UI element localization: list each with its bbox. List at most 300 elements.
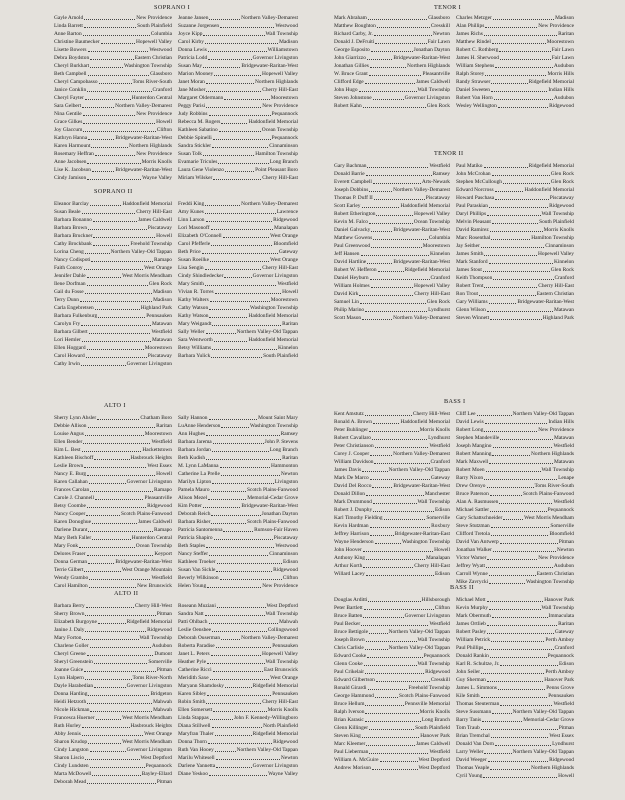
school-name: Morris Knolls [141,159,172,165]
school-name: Piscataway [425,195,450,201]
singer-name: Matthew Gowens [334,235,373,241]
school-name: Pennsauken [272,643,298,649]
roster-entry [334,258,450,266]
singer-name: Paul Lieberman [334,749,369,755]
school-name: Morris Knolls [267,707,298,713]
singer-name: Diane Yeskoo [178,771,208,777]
roster-entry [54,682,172,690]
singer-name: Linda Barrett [54,23,83,29]
singer-name: Faith Conroy [54,265,83,271]
singer-name: Diana Stillwell [178,723,211,729]
leader-dots [492,223,538,224]
singer-name: George Hammond [334,693,374,699]
roster-entry [178,280,298,288]
school-name: Fair Lawn [551,55,574,61]
school-name: Long Branch [269,447,298,453]
school-name: Ramsey [432,171,450,177]
singer-name: Kile Smith [456,693,480,699]
roster-entry [178,574,298,582]
singer-name: Donna Lewis [178,47,207,53]
school-name: Pennsauken [272,691,298,697]
school-name: Governor Livingston [126,479,172,485]
roster-entry [178,690,298,698]
leader-dots [490,319,542,320]
school-name: Indian Hills [548,419,574,425]
school-name: West Orange [270,675,298,681]
singer-name: Kevin Murphy [456,605,488,611]
roster-entry [54,126,172,134]
roster-entry [178,14,298,22]
leader-dots [364,665,417,666]
singer-name: Sharon Liscio [54,755,85,761]
roster-entry [334,22,450,30]
roster-entry [334,78,450,86]
roster-entry [456,546,574,554]
leader-dots [214,341,248,342]
singer-name: Evamarie Tricules [178,159,218,165]
leader-dots [87,703,152,704]
section-title: ALTO II [114,590,139,597]
school-name: Audubon [553,563,574,569]
singer-name: Sara Wentworth [178,337,213,343]
leader-dots [225,687,252,688]
school-name: Hasbrouck Heights [130,723,172,729]
leader-dots [95,499,143,500]
school-name: Cranford [430,459,450,465]
roster-entry [54,142,172,150]
leader-dots [90,205,122,206]
singer-name: Heather Pyle [178,659,206,665]
singer-name: Cathy Brockbank [54,241,92,247]
leader-dots [221,427,249,428]
school-name: Northern Valley-Demarest [393,451,450,457]
roster-entry [334,202,450,210]
leader-dots [371,247,422,248]
singer-name: Paul Crikelair [334,669,365,675]
singer-name: Guy Sherman [456,677,486,683]
school-name: Wall Township [541,211,574,217]
singer-name: Wayne Henderson [334,539,374,545]
roster-entry [54,86,172,94]
singer-name: Ilene Dorfman [54,281,86,287]
singer-name: Jennifer Dahle [54,273,86,279]
leader-dots [90,647,151,648]
singer-name: Charles Metzger [456,15,492,21]
singer-name: Mark Stanford [456,259,488,265]
school-name: Scotch Plains-Fanwood [246,487,298,493]
singer-name: Richard Carby, Jr. [334,31,373,37]
roster-entry [178,438,298,446]
roster-entry [334,652,450,660]
singer-name: James L. Simmons [456,685,497,691]
leader-dots [365,311,427,312]
singer-name: Karl Timothy Fielding [334,515,383,521]
singer-name: Donald Van Dorn [456,741,494,747]
roster-entry [334,102,450,110]
leader-dots [223,237,270,238]
school-name: Cresskill [430,677,450,683]
leader-dots [487,625,557,626]
school-name: Scotch Plains-Fanwood [398,693,450,699]
section-title: TENOR II [434,150,464,157]
roster-entry [178,534,298,542]
leader-dots [372,487,392,488]
school-name: Memorial-Cedar Grove [247,495,298,501]
leader-dots [215,751,236,752]
singer-name: Deborah Ouserman [178,635,221,641]
roster-entry [178,296,298,304]
leader-dots [88,531,153,532]
roster-entry [334,70,450,78]
school-name: Fair Lawn [551,47,574,53]
singer-name: Louise Angus [54,431,84,437]
roster-entry [456,46,574,54]
leader-dots [371,287,413,288]
roster-entry [456,170,574,178]
roster-entry [54,430,172,438]
leader-dots [492,43,546,44]
singer-name: Sharon Krudop [54,739,88,745]
singer-name: Betsy Coombe [54,503,86,509]
roster-entry [334,546,450,554]
leader-dots [225,171,254,172]
leader-dots [89,333,151,334]
school-name: Audubon [553,95,574,101]
singer-name: Jay Seither [456,243,480,249]
singer-name: Brian Tremchal [456,733,490,739]
roster-entry [456,30,574,38]
school-name: Wall Township [139,635,172,641]
roster-entry [54,510,172,518]
roster-entry [54,602,172,610]
singer-name: Susan Beale [54,209,81,215]
roster-entry [456,102,574,110]
leader-dots [361,255,429,256]
school-name: West Essex [549,733,574,739]
roster-entry [456,724,574,732]
section-title: TENOR I [434,4,462,11]
leader-dots [366,745,415,746]
leader-dots [82,727,130,728]
singer-name: Beth Campbell [54,71,87,77]
roster-entry [54,754,172,762]
school-name: Long Branch [269,159,298,165]
leader-dots [487,681,543,682]
roster-entry [334,554,450,562]
roster-entry [334,530,450,538]
leader-dots [373,239,428,240]
roster-entry [456,684,574,692]
roster-entry [178,494,298,502]
school-name: Collingswood [267,627,298,633]
roster-entry [456,218,574,226]
singer-name: George Esposito [334,47,370,53]
school-name: Gateway [278,249,298,255]
column-2 [178,200,298,360]
roster-entry [334,628,450,636]
leader-dots [492,713,511,714]
leader-dots [481,673,544,674]
singer-name: Carolyn Fry [54,321,81,327]
roster-entry [456,474,574,482]
roster-entry [54,526,172,534]
singer-name: David Hartline [334,259,367,265]
roster-entry [178,118,298,126]
singer-name: Clifford Tretola [456,531,490,537]
school-name: Cinnaminson [545,243,574,249]
roster-entry [54,62,172,70]
singer-name: Gary Williams [456,299,488,305]
school-name: Mahwah [153,707,172,713]
school-name: West Morris Mendham [122,715,172,721]
roster-entry [334,740,450,748]
roster-entry [334,458,450,466]
roster-entry [54,698,172,706]
school-name: Northern Valley-Old Tappan [388,645,450,651]
leader-dots [79,547,135,548]
leader-dots [97,419,139,420]
school-name: Bridgewater-Raritan-West [393,483,450,489]
leader-dots [202,253,278,254]
roster-entry [456,514,574,522]
leader-dots [203,155,254,156]
roster-entry [178,142,298,150]
singer-name: Carla Engebretsen [54,305,94,311]
singer-name: Deborah Mead [54,779,87,785]
school-name: Perth Amboy [545,669,574,675]
leader-dots [359,295,413,296]
leader-dots [371,231,392,232]
leader-dots [375,543,401,544]
roster-entry [334,708,450,716]
roster-entry [54,746,172,754]
roster-entry [178,328,298,336]
singer-name: Karl R. Schultze, Jr. [456,661,500,667]
singer-name: Robert Van Horn [456,95,493,101]
roster-entry [334,748,450,756]
roster-entry [178,746,298,754]
column-2 [456,596,574,780]
school-name: Toms River-South [534,483,574,489]
singer-name: LuAnne Henderson [178,423,221,429]
singer-name: Susan Van Sickle [178,567,216,573]
leader-dots [494,99,553,100]
leader-dots [80,301,152,302]
singer-name: Mary Beth Faller [54,535,92,541]
leader-dots [210,301,270,302]
singer-name: Cliff Lee [456,411,476,417]
singer-name: Steve Sussmann [456,709,492,715]
school-name: Howell [156,471,172,477]
singer-name: Cheryl Fayter [54,95,84,101]
school-name: Pitman [558,725,574,731]
leader-dots [220,467,270,468]
leader-dots [499,51,550,52]
roster-entry [178,312,298,320]
roster-entry [178,486,298,494]
school-name: Northern Highlands [407,63,450,69]
leader-dots [491,527,550,528]
singer-name: Darlene Durant [54,527,88,533]
leader-dots [370,279,430,280]
leader-dots [90,59,134,60]
roster-entry [456,522,574,530]
school-name: Ocean Township [413,219,450,225]
roster-entry [178,610,298,618]
roster-entry [54,328,172,336]
leader-dots [210,719,233,720]
singer-name: Patricia Santomenna [178,527,223,533]
school-name: Cranford [554,645,574,651]
leader-dots [84,19,135,20]
school-name: Lenape [558,475,574,481]
section-soprano-2 [54,188,298,378]
leader-dots [492,455,530,456]
leader-dots [493,447,553,448]
singer-name: Steven Winnett [456,315,490,321]
school-name: Highland Park [542,315,574,321]
leader-dots [373,511,434,512]
leader-dots [213,179,261,180]
singer-name: John Hugo [334,87,358,93]
leader-dots [491,239,530,240]
roster-entry [334,178,450,186]
leader-dots [363,617,403,618]
school-name: Bridgeton [150,691,172,697]
singer-name: Edward Gilbertson [334,677,375,683]
roster-entry [334,732,450,740]
leader-dots [484,431,537,432]
school-name: New Providence [136,111,172,117]
singer-name: Barbara Risher [178,519,211,525]
school-name: Kinnelon [429,251,450,257]
school-name: North Plainfield [263,723,298,729]
leader-dots [363,107,426,108]
school-name: Hunterdon Central [131,535,172,541]
roster-entry [54,70,172,78]
singer-name: Wesley Wellington [456,103,497,109]
school-name: Cranford [152,87,172,93]
leader-dots [376,215,413,216]
column-1 [334,596,450,772]
singer-name: Beth Kudish [178,455,206,461]
school-name: Haddonfield Memorial [248,337,298,343]
leader-dots [370,535,394,536]
school-name: Pequannock [547,653,574,659]
roster-entry [334,450,450,458]
leader-dots [224,99,269,100]
leader-dots [206,547,274,548]
roster-entry [334,506,450,514]
school-name: Governor Livingston [126,361,172,367]
singer-name: Nancy Steffer [178,551,208,557]
school-name: Hamilton Township [531,235,574,241]
school-name: Cranford [430,275,450,281]
school-name: Morris Knolls [419,709,450,715]
roster-entry [456,266,574,274]
school-name: New Providence [262,583,298,589]
singer-name: Mark Maxwell [456,459,489,465]
school-name: Ridgefield Memorial [252,731,298,737]
singer-name: Rebecca M. Rogers [178,119,221,125]
leader-dots [82,213,136,214]
singer-name: Barbara Berry [54,603,85,609]
school-name: Bayley-Ellard [141,771,172,777]
roster-entry [334,612,450,620]
school-name: Raritan [156,423,172,429]
roster-entry [54,574,172,582]
roster-entry [54,550,172,558]
roster-entry [456,70,574,78]
roster-entry [178,70,298,78]
school-name: Pequannock [271,111,298,117]
leader-dots [88,139,114,140]
singer-name: Donna Harding [54,691,88,697]
school-name: Governor Livingston [126,683,172,689]
roster-entry [334,162,450,170]
school-name: Manalapan [426,555,450,561]
school-name: Manchester [424,491,450,497]
roster-entry [54,174,172,182]
leader-dots [209,309,249,310]
leader-dots [84,27,136,28]
leader-dots [484,255,537,256]
leader-dots [495,67,553,68]
leader-dots [205,205,240,206]
leader-dots [89,587,136,588]
singer-name: Francesca Huerner [54,715,95,721]
leader-dots [365,649,388,650]
leader-dots [212,325,281,326]
leader-dots [368,19,427,20]
school-name: New Providence [538,427,574,433]
roster-entry [178,566,298,574]
roster-entry [54,344,172,352]
roster-entry [54,216,172,224]
leader-dots [92,171,114,172]
school-name: Cherry Hill-East [262,175,298,181]
singer-name: Kevin Hardman [334,523,369,529]
school-name: Ridgefield Memorial [528,79,574,85]
roster-entry [456,22,574,30]
school-name: Howell [156,119,172,125]
leader-dots [373,503,417,504]
school-name: Ocean Township [135,543,172,549]
school-name: Washington Township [525,579,574,585]
leader-dots [377,27,430,28]
school-name: Point Pleasant Boro [255,167,298,173]
singer-name: Daryl Phillips [456,211,487,217]
leader-dots [220,579,282,580]
singer-name: Karen Donoghue [54,519,91,525]
singer-name: Gail du Fosse [54,289,84,295]
roster-entry [54,54,172,62]
roster-entry [456,604,574,612]
singer-name: Robert Manning [456,451,492,457]
singer-name: Alan Phillips [456,23,485,29]
leader-dots [83,115,136,116]
roster-entry [334,668,450,676]
leader-dots [366,641,417,642]
section-bass-2 [334,584,578,798]
leader-dots [372,439,427,440]
roster-entry [178,102,298,110]
roster-entry [54,770,172,778]
singer-name: William A. McGuire [334,757,379,763]
school-name: Hopewell Valley [414,283,450,289]
leader-dots [210,261,269,262]
leader-dots [209,19,240,20]
